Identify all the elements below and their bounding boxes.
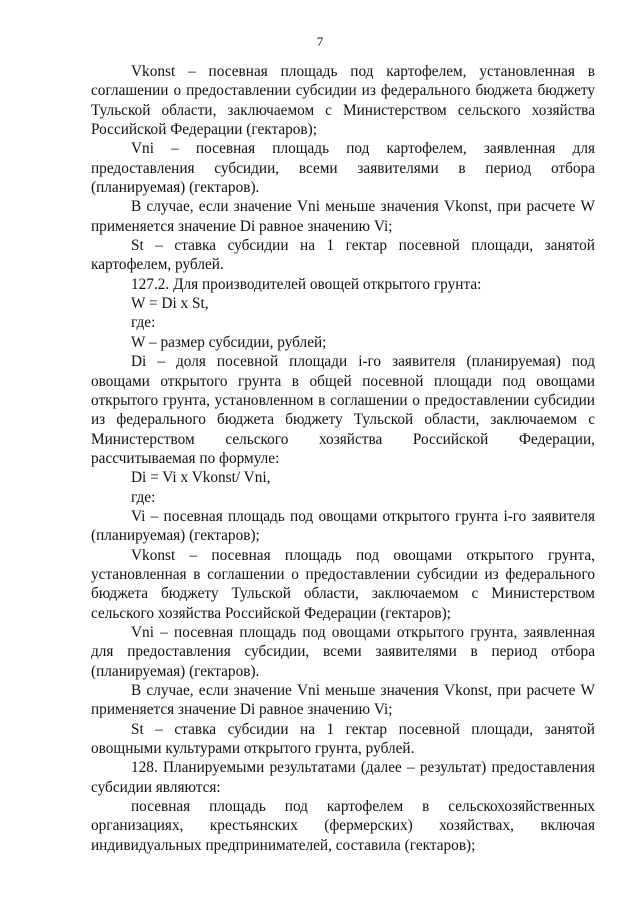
where-label: где: [131,488,156,506]
formula-di: Di = Vi x Vkonst/ Vni, [131,469,271,487]
paragraph-vi-definition: Vi – посевная площадь под овощами открытого грунта i-го заявителя (планируемая) (гектаров); [91,507,595,545]
document-body [91,62,595,855]
paragraph-vkonst-vegetables-definition: Vkonst – посевная площадь под овощами открытого грунта, установленная в соглашении о предоставлении субсидии из федерального бюджета бюджету Тульской области, заключаемом с Министерством сельского хозяйства Российской Федерации (гектаров); [91,546,595,622]
paragraph-st-vegetables-definition: St – ставка субсидии на 1 гектар посевной площади, занятой овощными культурами открытого грунта, рублей. [91,720,595,758]
paragraph-condition-vegetables: В случае, если значение Vni меньше значения Vkonst, при расчете W применяется значение Di равное значению Vi; [91,682,595,719]
paragraph-di-definition: Di – доля посевной площади i-го заявителя (планируемая) под овощами открытого грунта в общей посевной площади под овощами открытого грунта, установленном в соглашении о предоставлении субсидии из федерального бюджета бюджету Тульской области, заключаемом с Министерством сельского хозяйства Российской Федерации, рассчитываемая по формуле: [91,353,595,467]
paragraph-vkonst-potato-definition: Vkonst – посевная площадь под картофелем, установленная в соглашении о предоставлении субсидии из федерального бюджета бюджету Тульской области, заключаемом с Министерством сельского хозяйства Российской Федерации (гектаров); [91,63,595,139]
paragraph-section-128: 128. Планируемыми результатами (далее – результат) предоставления субсидии являются: [91,759,595,796]
paragraph-vni-vegetables-definition: Vni – посевная площадь под овощами открытого грунта, заявленная для предоставления субсидии, всеми заявителями в период отбора (планируемая) (гектаров). [91,623,595,680]
where-label: где: [131,314,156,332]
paragraph-vni-potato-definition: Vni – посевная площадь под картофелем, заявленная для предоставления субсидии, всеми заявителями в период отбора (планируемая) (гектаров). [91,140,595,197]
formula-w: W = Di x St, [131,295,209,313]
paragraph-section-127-2: 127.2. Для производителей овощей открытого грунта: [131,275,482,293]
page-number: 7 [316,34,324,49]
paragraph-condition-potato: В случае, если значение Vni меньше значения Vkonst, при расчете W применяется значение Di равное значению Vi; [91,198,595,235]
paragraph-result-potato-area: посевная площадь под картофелем в сельскохозяйственных организациях, крестьянских (фермерских) хозяйствах, включая индивидуальных предпринимателей, составила (гектаров); [91,798,595,854]
paragraph-st-potato-definition: St – ставка субсидии на 1 гектар посевной площади, занятой картофелем, рублей. [91,237,595,274]
paragraph-w-definition: W – размер субсидии, рублей; [131,333,327,351]
